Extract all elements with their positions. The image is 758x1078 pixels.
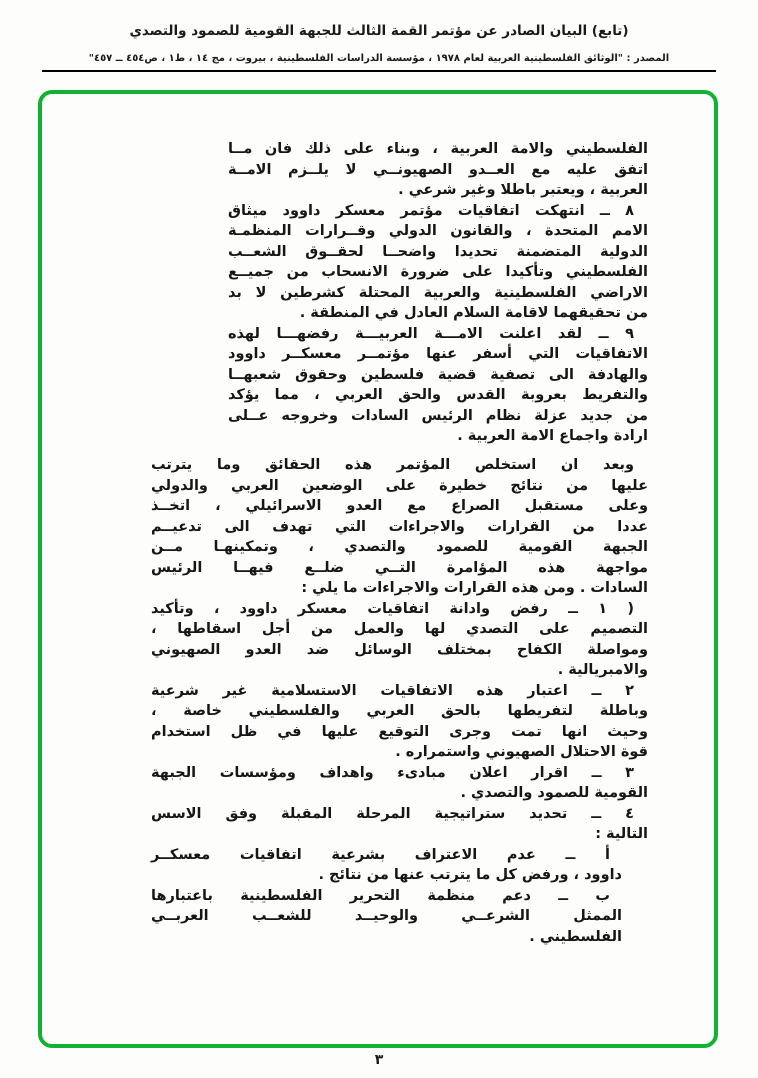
page-title: (تابع) البيان الصادر عن مؤتمر القمة الثالث للجبهة القومية للصمود والتصدي: [129, 23, 629, 39]
text-line: الجبهة القومية للصمود والتصدي ، وتمكينهـا مــن: [151, 539, 648, 555]
text-line: وحيث انها تمت وجرى التوقيع عليها في ظل استخدام: [151, 723, 648, 740]
paragraph: [151, 599, 648, 681]
text-line: عددا من القرارات والاجراءات التي تهدف الى تدعيــم: [151, 518, 648, 535]
body-text-block-lower: [151, 455, 648, 947]
text-line: والامبريالية .: [557, 662, 648, 678]
text-line: عليها من نتائج خطيرة على الوضعين العربي والدولي: [151, 477, 648, 494]
text-line: الفلسطيني والامة العربية ، وبناء على ذلك فان مــا: [228, 141, 648, 157]
source-citation: المصدر : "الوثائق الفلسطينية العربية لعام ١٩٧٨ ، مؤسسة الدراسات الفلسطينية ، بيروت ، مج ١٤ ، ط١ ، ص٤٥٤ ــ ٤٥٧": [88, 53, 670, 64]
text-line: الدولية المتضمنة تحديدا واضحــا لحقــوق الشعــب: [228, 243, 648, 260]
text-line: الفلسطيني وتأكيدا على ضرورة الانسحاب من جميــع: [228, 264, 648, 280]
paragraph: [151, 763, 648, 804]
text-line: وبعد ان استخلص المؤتمر هذه الحقائق وما يترتب: [151, 457, 634, 473]
text-line: التالية :: [595, 826, 648, 842]
paragraph: [228, 201, 648, 324]
text-line: القومية للصمود والتصدي .: [460, 785, 648, 801]
page-number: ٣: [374, 1052, 384, 1068]
paragraph: [151, 455, 648, 599]
text-line: ٢ ــ اعتبار هذه الاتفاقيات الاستسلامية غير شرعية: [151, 682, 634, 699]
text-line: الممثل الشرعــي والوحيــد للشعــب العربــي: [151, 908, 622, 924]
text-line: التصميم على التصدي لها والعمل من أجل اسقاطها ،: [151, 621, 648, 637]
paragraph: [151, 845, 648, 886]
text-line: أ ــ عدم الاعتراف بشرعية اتفاقيات معسكــر: [151, 846, 610, 863]
paragraph: [228, 139, 648, 201]
text-line: ومواصلة الكفاح بمختلف الوسائل ضد العدو الصهيوني: [151, 641, 648, 658]
text-line: الاراضي الفلسطينية والعربية المحتلة كشرطين لا بد: [228, 284, 648, 301]
header-divider: [42, 70, 716, 72]
text-line: داوود ، ورفض كل ما يترتب عنها من نتائج .: [318, 867, 622, 883]
text-line: اتفق عليه مع العــدو الصهيونــي لا يلــزم الامــة: [228, 161, 648, 178]
text-line: والتفريط بعروبة القدس والحق العربي ، مما يؤكد: [228, 387, 648, 403]
paragraph: [228, 324, 648, 447]
body-text-block-upper: [228, 139, 648, 447]
text-line: وباطلة لتفريطها بالحق العربي والفلسطيني خاصة ،: [151, 703, 648, 719]
text-line: ارادة واجماع الامة العربية .: [457, 428, 648, 444]
paragraph: [151, 681, 648, 763]
text-line: ٤ ــ تحديد ستراتيجية المرحلة المقبلة وفق الاسس: [151, 805, 634, 822]
text-line: ٣ ــ اقرار اعلان مبادىء واهداف ومؤسسات الجبهة: [151, 764, 634, 781]
text-line: الفلسطيني .: [529, 928, 622, 945]
text-line: قوة الاحتلال الصهيوني واستمراره .: [395, 744, 648, 760]
text-line: الاتفاقيات التي أسفر عنها مؤتمــر معسكــر داوود: [228, 346, 648, 362]
paragraph: [151, 886, 648, 948]
text-line: ب ــ دعم منظمة التحرير الفلسطينية باعتبارها: [151, 887, 610, 904]
text-line: ٩ ــ لقد اعلنت الامـــة العربيـــة رفضهـــا لهذه: [228, 325, 634, 342]
text-line: السادات . ومن هذه القرارات والاجراءات ما يلي :: [301, 580, 648, 596]
text-line: مواجهة هذه المؤامرة التــي ضلــع فيهــا الرئيس: [151, 559, 648, 576]
text-line: من جديد عزلة نظام الرئيس السادات وخروجه عــلى: [228, 407, 648, 424]
text-line: ( ١ ــ رفض وادانة اتفاقيات معسكر داوود ، وتأكيد: [151, 600, 634, 617]
text-line: وعلى مستقبل الصراع مع العدو الاسرائيلي ، اتخــذ: [151, 498, 648, 514]
paragraph: [151, 804, 648, 845]
text-line: ٨ ــ انتهكت اتفاقيات مؤتمر معسكر داوود ميثاق: [228, 202, 634, 219]
text-line: والهادفة الى تصفية قضية فلسطين وحقوق شعبهــا: [228, 366, 648, 383]
text-line: الامم المتحدة ، والقانون الدولي وقــرارات المنظمـة: [228, 223, 648, 239]
text-line: من تحقيقهما لاقامة السلام العادل في المنطقة .: [299, 305, 648, 321]
text-line: العربية ، ويعتبر باطلا وغير شرعي .: [398, 182, 648, 198]
